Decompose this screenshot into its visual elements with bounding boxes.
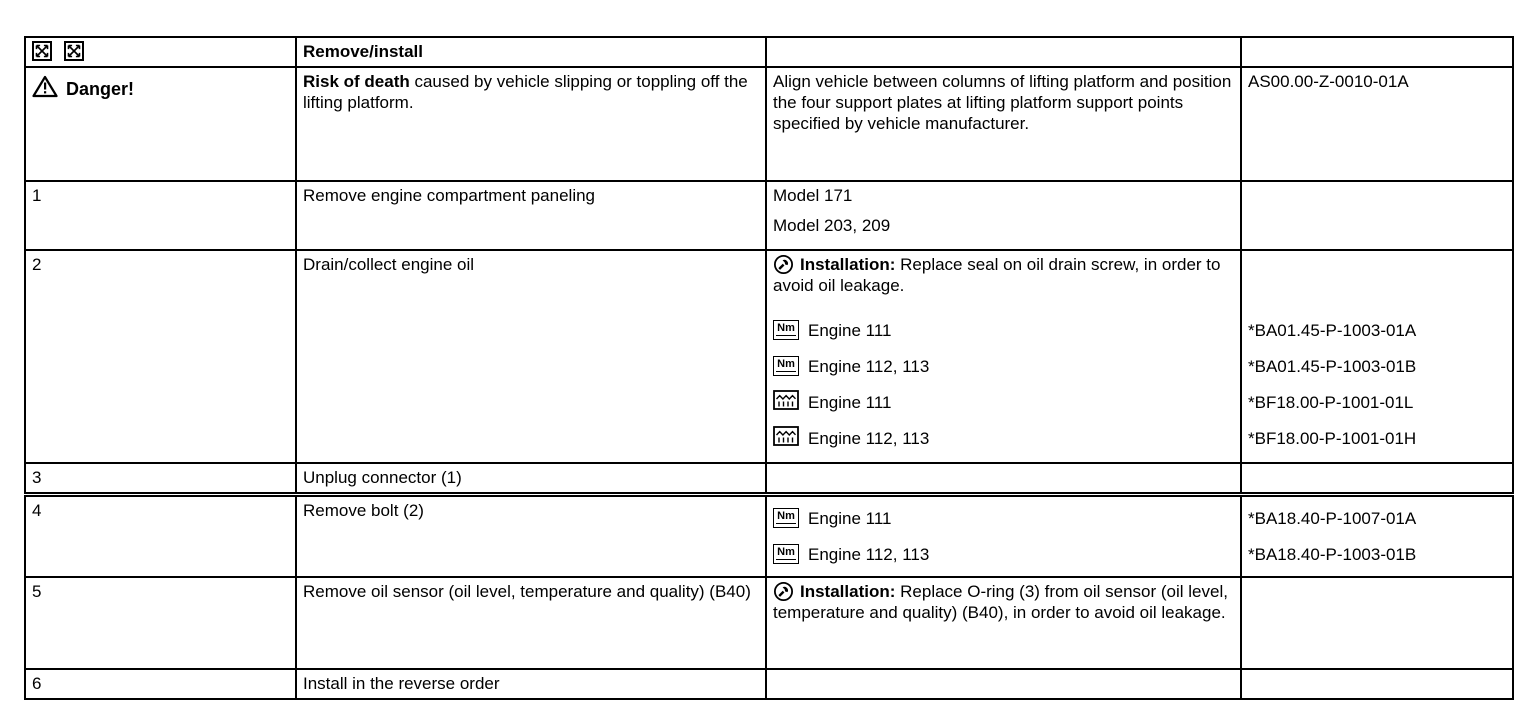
doc-code: AS00.00-Z-0010-01A: [1241, 67, 1513, 181]
danger-row: [25, 67, 1513, 181]
installation-label: Installation:: [800, 582, 896, 601]
step-row: [25, 669, 1513, 699]
torque-icon: Nm: [773, 544, 799, 564]
spec-text: Engine 112, 113: [808, 428, 930, 448]
step-task: Remove oil sensor (oil level, temperature and quality) (B40): [296, 577, 766, 669]
header-row: [25, 37, 1513, 67]
procedure-table: [24, 36, 1514, 700]
step-notes-cell: [766, 577, 1241, 669]
spec-text: Engine 112, 113: [808, 544, 930, 564]
spec-text: Engine 111: [808, 320, 892, 340]
step-task: Drain/collect engine oil: [296, 250, 766, 463]
step-row: [25, 250, 1513, 463]
step-task: Unplug connector (1): [296, 463, 766, 495]
installation-text: Replace seal on oil drain screw, in order to avoid oil leakage.: [773, 255, 1221, 295]
danger-risk-bold: Risk of death: [303, 72, 410, 91]
step-row: [25, 495, 1513, 578]
model-line: Model 171: [773, 186, 853, 205]
step-notes-cell: [766, 250, 1241, 463]
empty-cell: [766, 669, 1241, 699]
spec-line: [773, 536, 1232, 572]
empty-cell: [1241, 577, 1513, 669]
spec-line: [773, 420, 1232, 456]
doc-code: *BA01.45-P-1003-01A: [1248, 320, 1417, 340]
installation-note: [773, 254, 1232, 312]
step-number: 4: [25, 495, 296, 578]
installation-note: [773, 581, 1232, 661]
step-notes-cell: [766, 495, 1241, 578]
danger-label: Danger!: [66, 78, 135, 99]
doc-code: *BF18.00-P-1001-01H: [1248, 428, 1417, 448]
step-number: 5: [25, 577, 296, 669]
step-row: [25, 577, 1513, 669]
warning-triangle-icon: [32, 75, 58, 103]
step-task: Install in the reverse order: [296, 669, 766, 699]
step-task: Remove bolt (2): [296, 495, 766, 578]
empty-cell: [1241, 669, 1513, 699]
spec-text: Engine 111: [808, 392, 892, 412]
installation-label: Installation:: [800, 255, 896, 274]
installation-note-icon: [773, 581, 794, 602]
doc-code: *BA18.40-P-1007-01A: [1248, 508, 1417, 528]
spec-line: [773, 312, 1232, 348]
empty-cell: [766, 463, 1241, 495]
table-title: Remove/install: [296, 37, 766, 67]
fluid-icon: [773, 390, 799, 415]
step-task: Remove engine compartment paneling: [296, 181, 766, 250]
step-row: [25, 463, 1513, 495]
expand-arrows-icon[interactable]: [32, 41, 52, 61]
spec-line: [773, 500, 1232, 536]
header-icons-cell: [25, 37, 296, 67]
step-number: 3: [25, 463, 296, 495]
step-number: 2: [25, 250, 296, 463]
step-row: [25, 181, 1513, 250]
installation-note-icon: [773, 254, 794, 275]
doc-code: *BF18.00-P-1001-01L: [1248, 392, 1414, 412]
empty-cell: [766, 37, 1241, 67]
torque-icon: Nm: [773, 508, 799, 528]
doc-code: *BA18.40-P-1003-01B: [1248, 544, 1417, 564]
spec-line: [773, 384, 1232, 420]
torque-icon: Nm: [773, 356, 799, 376]
model-line: Model 203, 209: [773, 216, 891, 235]
spec-text: Engine 112, 113: [808, 356, 930, 376]
spec-line: [773, 348, 1232, 384]
empty-cell: [1241, 181, 1513, 250]
spec-text: Engine 111: [808, 508, 892, 528]
fluid-icon: [773, 426, 799, 451]
empty-cell: [1241, 37, 1513, 67]
step-number: 6: [25, 669, 296, 699]
step-codes-cell: [1241, 495, 1513, 578]
torque-icon: Nm: [773, 320, 799, 340]
empty-cell: [1241, 463, 1513, 495]
step-notes-cell: [766, 181, 1241, 250]
danger-cell: [25, 67, 296, 181]
step-number: 1: [25, 181, 296, 250]
spacer: [1248, 254, 1504, 312]
danger-risk-cell: [296, 67, 766, 181]
doc-code: *BA01.45-P-1003-01B: [1248, 356, 1417, 376]
danger-risk-text: caused by vehicle slipping or toppling off the lifting platform.: [303, 72, 748, 112]
expand-arrows-icon[interactable]: [64, 41, 84, 61]
installation-text: Replace O-ring (3) from oil sensor (oil level, temperature and quality) (B40), in order to avoid oil leakage.: [773, 582, 1228, 622]
step-codes-cell: [1241, 250, 1513, 463]
danger-instruction-cell: Align vehicle between columns of lifting platform and position the four support plates at lifting platform support points specified by vehicle manufacturer.: [766, 67, 1241, 181]
